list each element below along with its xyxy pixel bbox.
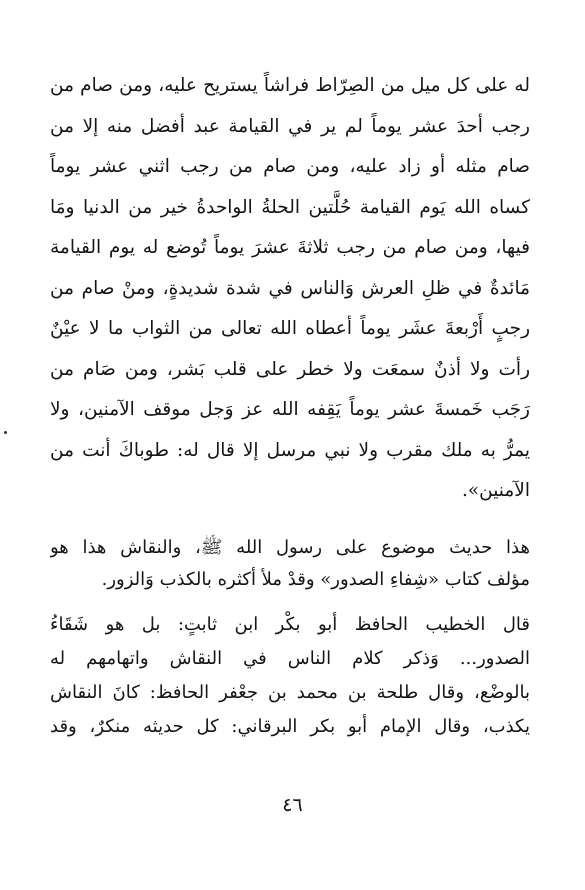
text-line: له على كل ميل من الصِرّاط فراشاً يستريح عليه، ومن صام من: [50, 75, 530, 96]
page-number: ٤٦: [282, 794, 303, 816]
text-line: رأت ولا أذنٌ سمعَت ولا خطر على قلب بَشر، ومن صَام من: [50, 358, 530, 380]
text-line: بالوضْع، وقال طلحة بن محمد بن جعْفر الحافظ: كانَ النقاش: [50, 682, 530, 703]
text-line: الآمنين».: [461, 480, 530, 501]
text-line: كساه الله يَوم القيامة حُلَّتين الحلةُ الواحدةُ خير من الدنيا ومَا: [50, 196, 530, 218]
text-line: فيها، ومن صام من رجب ثلاثةَ عشرَ يوماً تُوضع له يوم القيامة: [50, 237, 530, 258]
text-line: صام مثله أو زاد عليه، ومن صام من رجب اثني عشر يوماً: [50, 156, 530, 177]
text-line: رجب أحدَ عشر يوماً لم ير في القيامة عبد أفضل منه إلا من: [50, 115, 530, 137]
text-line: رَجَب خَمسةَ عشر يوماً يَقِفه الله عز وَجل موقف الآمنين، ولا: [50, 399, 530, 420]
text-line: يمرُّ به ملك مقرب ولا نبي مرسل إلا قال له: طوباكَ أنت من: [50, 439, 530, 461]
commentary-paragraph: [50, 532, 530, 596]
hadith-text-paragraph: [50, 66, 530, 512]
text-line: رجبٍ أَرْبعةَ عشَر يوماً أعطاه الله تعالى من الثواب ما لا عيْنٌ: [50, 318, 530, 339]
text-line: مَائدةٌ في ظلِ العرش وَالناس في شدة شديدةٍ، ومنْ صام من: [50, 277, 530, 299]
text-line: قال الخطيب الحافظ أبو بكْر ابن ثابتٍ: بل هو شَقَاءُ: [50, 614, 530, 635]
text-line: هذا حديث موضوع على رسول الله ﷺ، والنقاش هذا هو: [50, 537, 530, 558]
text-line: الصدور... وَذكر كلام الناس في النقاش واتهامهم له: [50, 648, 530, 669]
text-line: مؤلف كتاب «شِفاءِ الصدور» وقدْ ملأ أكثره بالكذب وَالزور.: [101, 569, 530, 590]
margin-dot: [4, 431, 7, 434]
narrator-criticism-paragraph: [50, 608, 530, 744]
text-line: يكذب، وقال الإمام أبو بكر البرقاني: كل حديثه منكرٌ، وقد: [50, 716, 530, 737]
